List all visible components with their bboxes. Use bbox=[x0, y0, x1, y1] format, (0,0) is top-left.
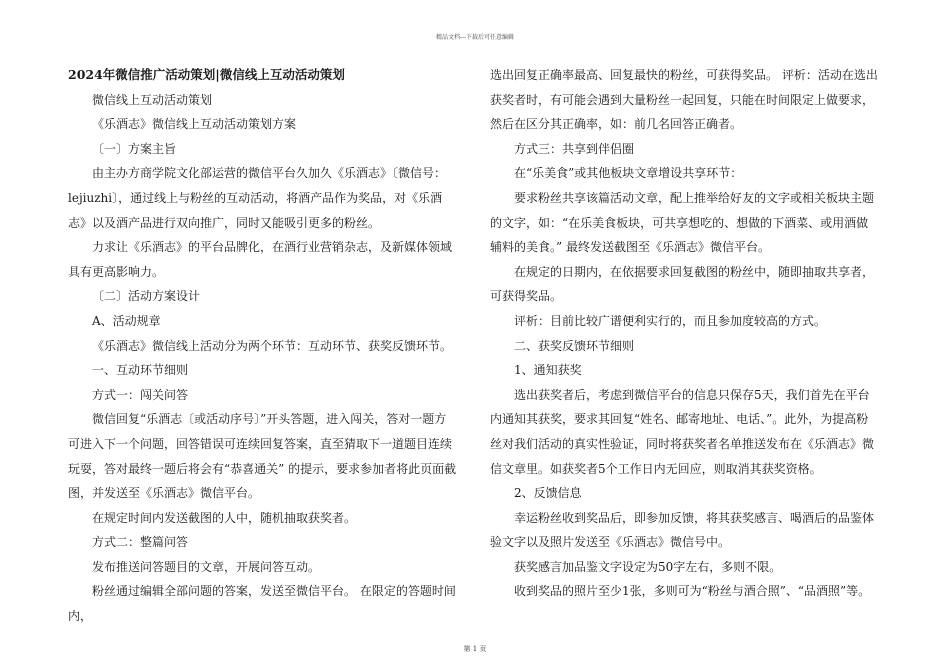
section-heading: 〔二〕活动方案设计 bbox=[92, 289, 201, 304]
document-title: 2024年微信推广活动策划|微信线上互动活动策划 bbox=[68, 67, 345, 82]
section-heading: 〔一〕方案主旨 bbox=[92, 141, 177, 156]
method-heading: 方式二：整篇问答 bbox=[92, 535, 189, 550]
paragraph: 评析：目前比较广谱便利实行的，而且参加度较高的方式。 bbox=[514, 313, 827, 328]
paragraph: 收到奖品的照片至少1张，多则可为“粉丝与酒合照”、“品酒照”等。 bbox=[514, 584, 871, 599]
subsection-heading: A、活动规章 bbox=[92, 313, 161, 328]
paragraph: 在规定时间内发送截图的人中，随机抽取获奖者。 bbox=[92, 510, 357, 525]
right-column bbox=[490, 63, 880, 604]
paragraph: 选出获奖者后，考虑到微信平台的信息只保存5天，我们首先在平台内通知其获奖，要求其回复“姓名、邮寄地址、电话、”。此外，为提高粉丝对我们活动的真实性验证，同时将获奖者名单推送发布在《乐酒志》微信文章里。如获奖者5个工作日内无回应，则取消其获奖资格。 bbox=[490, 387, 875, 476]
paragraph: 力求让《乐酒志》的平台品牌化，在酒行业营销杂志，及新媒体领域具有更高影响力。 bbox=[68, 240, 453, 279]
method-heading: 方式三：共享到伴侣圈 bbox=[514, 141, 635, 156]
method-heading: 方式一：闯关问答 bbox=[92, 387, 189, 402]
paragraph: 获奖感言加品鉴文字设定为50字左右，多则不限。 bbox=[514, 559, 782, 574]
paragraph: 粉丝通过编辑全部问题的答案，发送至微信平台。 在限定的答题时间内， bbox=[68, 584, 456, 624]
paragraph: 《乐酒志》微信线上活动分为两个环节：互动环节、获奖反馈环节。 bbox=[92, 338, 453, 353]
paragraph: 发布推送问答题目的文章，开展问答互动。 bbox=[92, 559, 321, 574]
paragraph: 幸运粉丝收到奖品后，即参加反馈，将其获奖感言、喝酒后的品鉴体验文字以及照片发送至《乐酒志》微信号中。 bbox=[490, 510, 875, 550]
paragraph: 要求粉丝共享该篇活动文章，配上推举给好友的文字或相关板块主题的文字，如：“在乐美食板块，可共享想吃的、想做的下酒菜、或用酒做辅料的美食。” 最终发送截图至《乐酒志》微信平台。 bbox=[490, 190, 875, 255]
page-header: 精品文档---下载后可任意编辑 bbox=[435, 34, 515, 41]
item-heading: 2、反馈信息 bbox=[514, 486, 582, 501]
paragraph: 微信回复“乐酒志〔或活动序号〕”开头答题，进入闯关，答对一题方可进入下一个问题，回答错误可连续回复答案，直至猜取下一道题目连续玩耍，答对最终一题后将会有“恭喜通关” 的提示，要求参加者将此页面截图，并发送至《乐酒志》微信平台。 bbox=[68, 412, 457, 501]
left-column bbox=[68, 63, 458, 629]
item-heading: 1、通知获奖 bbox=[514, 363, 582, 378]
page-number: 第 1 页 bbox=[463, 645, 487, 653]
plan-title: 《乐酒志》微信线上互动活动策划方案 bbox=[92, 117, 297, 132]
paragraph: 选出回复正确率最高、回复最快的粉丝，可获得奖品。 评析：活动在选出获奖者时，有可能会遇到大量粉丝一起回复，只能在时间限定上做要求，然后在区分其正确率，如：前几名回答正确者。 bbox=[490, 68, 878, 132]
paragraph: 由主办方商学院文化部运营的微信平台久加久《乐酒志》〔微信号：lejiuzhi〕，通过线上与粉丝的互动活动，将酒产品作为奖品，对《乐酒志》以及酒产品进行双向推广，同时又能吸引更多的粉丝。 bbox=[68, 166, 447, 230]
subsection-heading: 一、互动环节细则 bbox=[92, 363, 189, 378]
subtitle: 微信线上互动活动策划 bbox=[92, 92, 213, 107]
subsection-heading: 二、获奖反馈环节细则 bbox=[514, 338, 635, 353]
paragraph: 在“乐美食”或其他板块文章增设共享环节： bbox=[514, 166, 743, 181]
paragraph: 在规定的日期内，在依据要求回复截图的粉丝中，随即抽取共享者，可获得奖品。 bbox=[490, 264, 875, 304]
